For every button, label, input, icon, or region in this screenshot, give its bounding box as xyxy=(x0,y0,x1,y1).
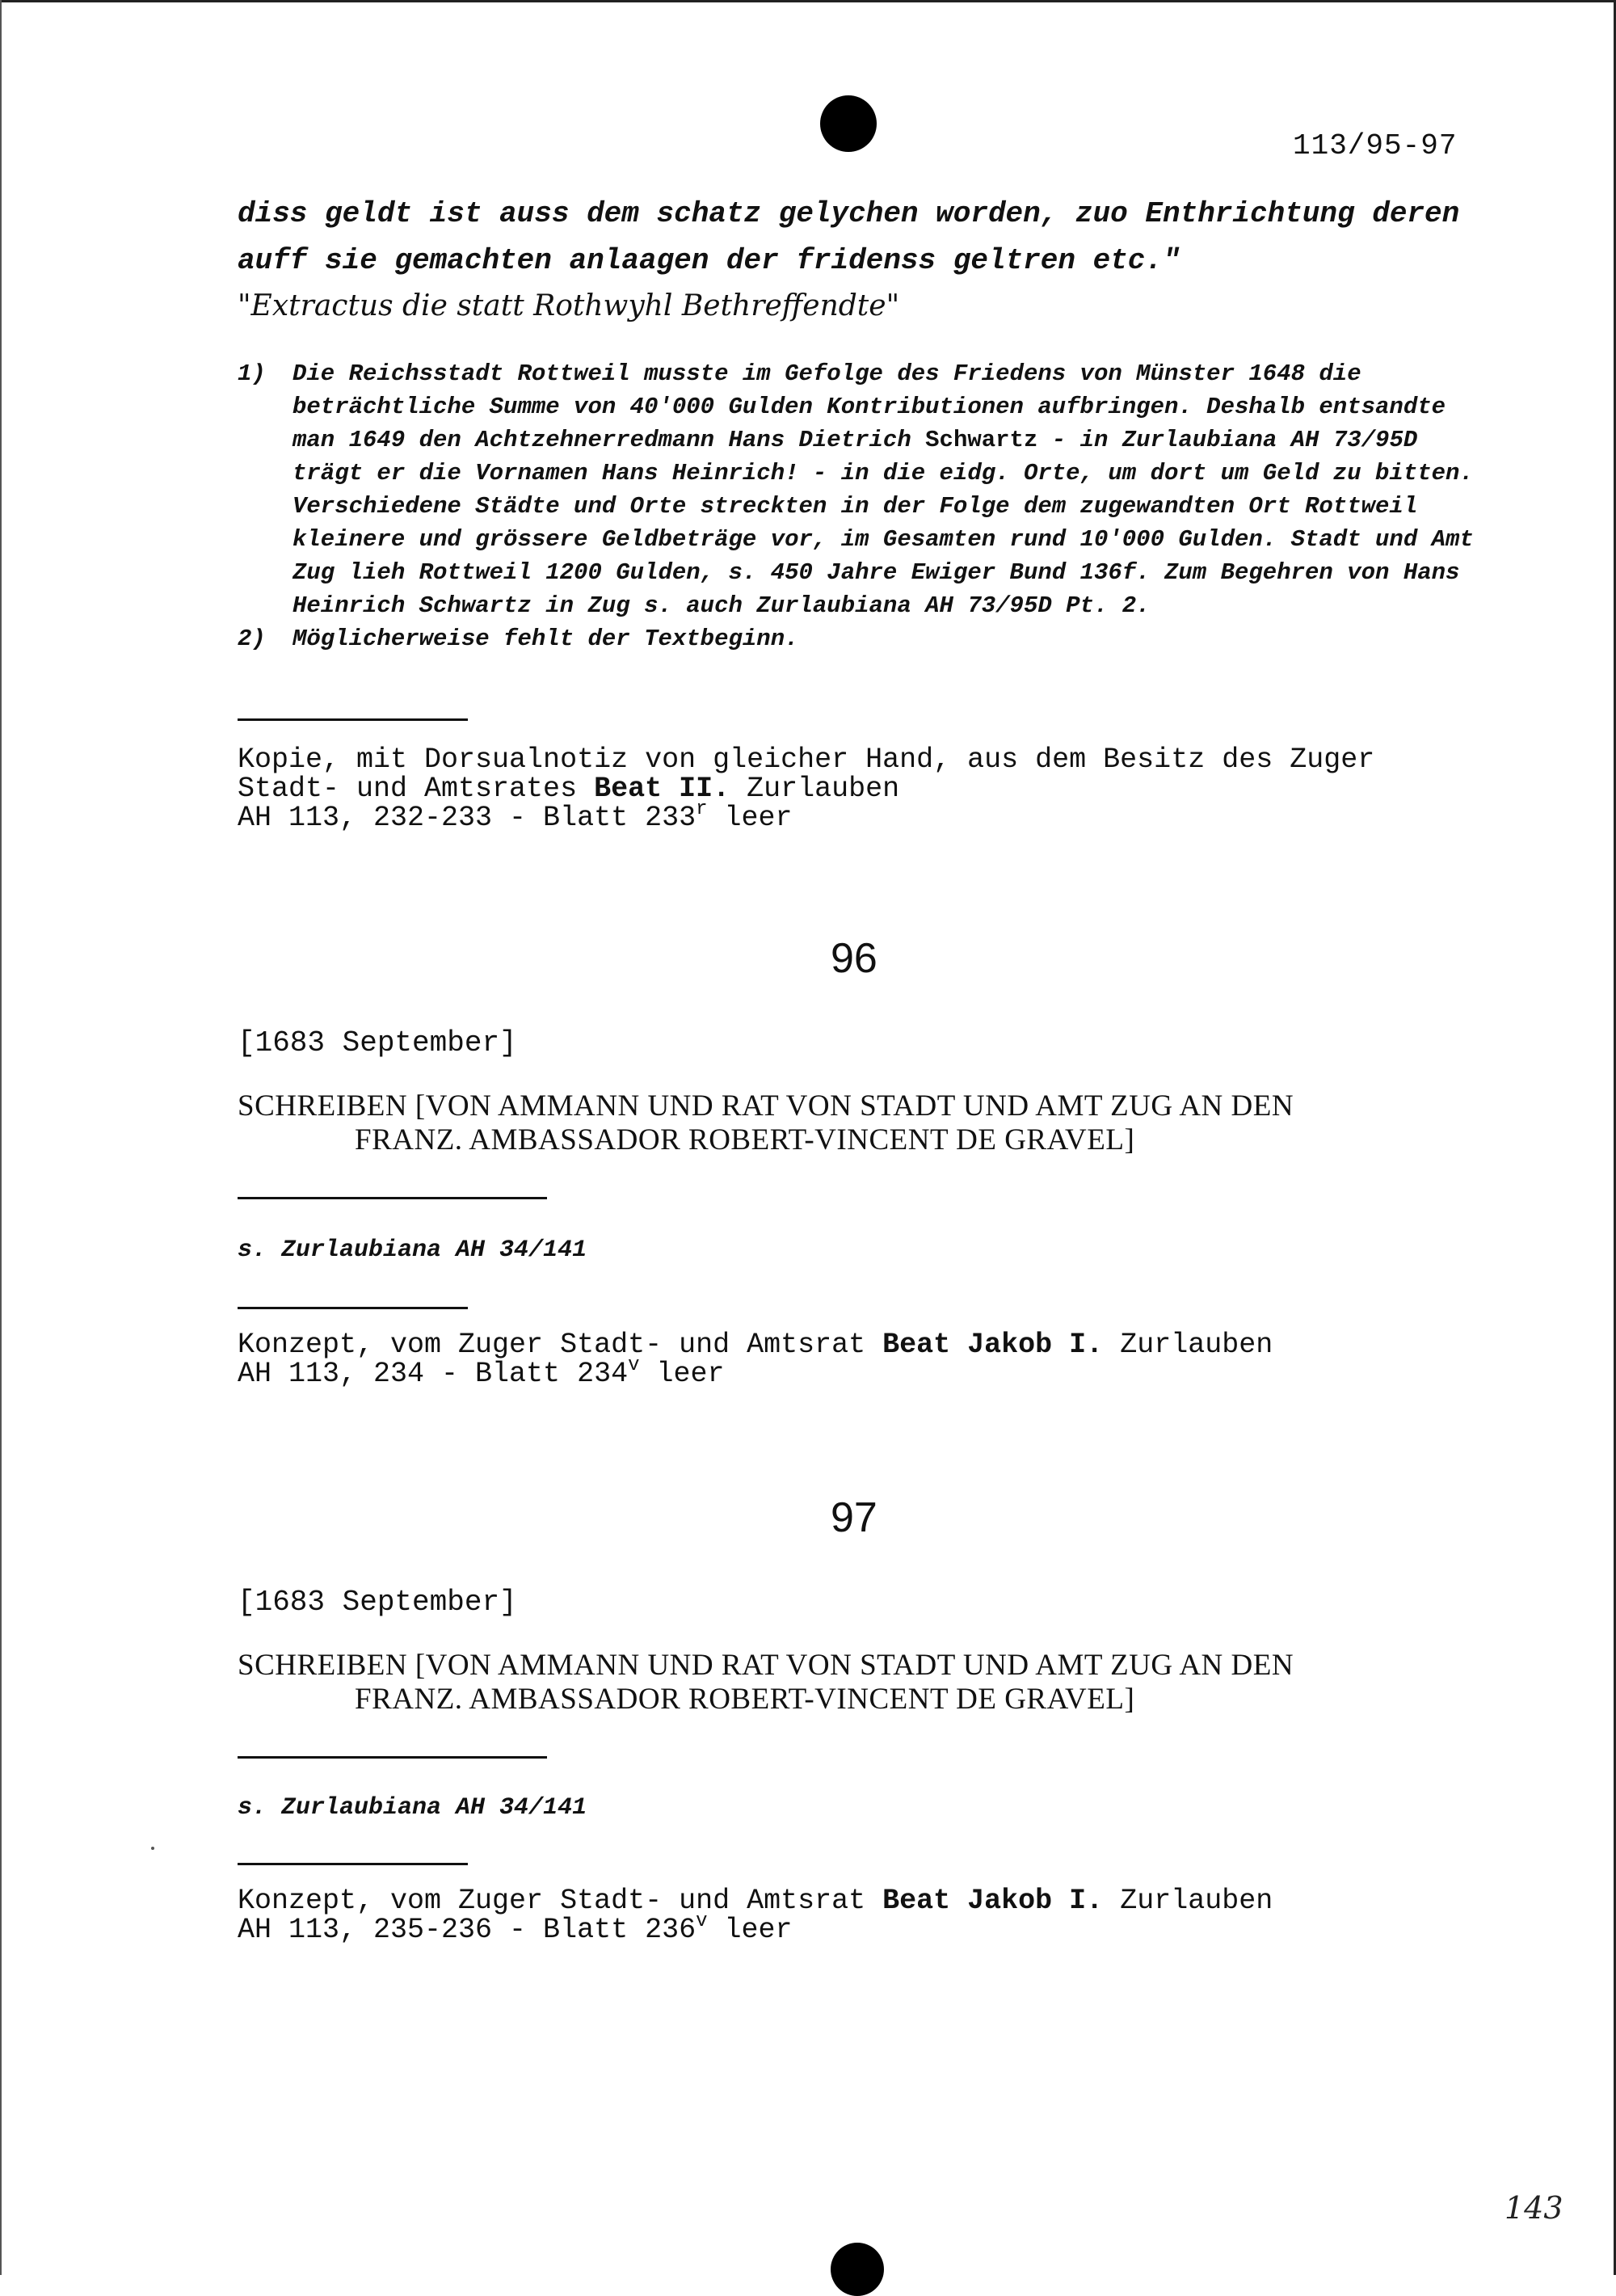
source-text: leer xyxy=(639,1358,725,1390)
source-text: Konzept, vom Zuger Stadt- und Amtsrat xyxy=(238,1329,883,1361)
footnote-number: 2) xyxy=(238,626,266,652)
source-text: leer xyxy=(707,1914,793,1946)
entry-title-line-2: FRANZ. AMBASSADOR ROBERT-VINCENT DE GRAVEL] xyxy=(355,1123,1135,1156)
entry-date: [1683 September] xyxy=(238,1026,517,1060)
divider-rule xyxy=(238,1307,468,1309)
scan-edge-top xyxy=(0,0,1616,2)
footnote-text-cont: - in Zurlaubiana AH 73/95D trägt er die Vornamen Hans Heinrich! - in die eidg. Orte, um dort um Geld zu bitten. Verschiedene Städte und Orte streckten in der Folge dem zugewandten Ort Rottweil kleinere und grössere Geldbeträge vor, im Gesamten rund 10'000 Gulden. Stadt und Amt Zug lieh Rottweil 1200 Gulden, s. 450 Jahre Ewiger Bund 136f. Zum Begehren von Hans Heinrich Schwartz in Zug s. auch Zurlaubiana AH 73/95D Pt. 2. xyxy=(292,427,1474,619)
quote-line-2: auff sie gemachten anlaagen der fridenss geltren etc." xyxy=(238,244,1180,277)
divider-rule xyxy=(238,1863,468,1865)
source-line-2 xyxy=(238,774,899,803)
source-bold-name: Beat Jakob I. xyxy=(882,1329,1104,1361)
source-text: Zurlauben xyxy=(730,773,900,805)
entry-title xyxy=(238,1649,1294,1717)
source-line-3 xyxy=(238,798,793,834)
cross-reference: s. Zurlaubiana AH 34/141 xyxy=(238,1794,587,1822)
footnote-1 xyxy=(238,357,1482,622)
source-line-2 xyxy=(238,1354,725,1390)
source-location: AH 113, 232-233 - Blatt 233 xyxy=(238,802,696,834)
source-bold-name: Beat II. xyxy=(594,773,730,805)
source-text: Zurlauben xyxy=(1103,1329,1273,1361)
entry-number: 97 xyxy=(831,1494,877,1541)
punch-hole-top xyxy=(820,95,877,152)
entry-title-line-1: SCHREIBEN [VON AMMANN UND RAT VON STADT UND AMT ZUG AN DEN xyxy=(238,1089,1294,1123)
entry-title-line-1: SCHREIBEN [VON AMMANN UND RAT VON STADT UND AMT ZUG AN DEN xyxy=(238,1649,1294,1682)
entry-date: [1683 September] xyxy=(238,1586,517,1619)
page-reference: 113/95-97 xyxy=(1293,129,1458,162)
source-line-1 xyxy=(238,1330,1273,1359)
handwritten-page-number: 143 xyxy=(1504,2190,1563,2226)
source-text: Konzept, vom Zuger Stadt- und Amtsrat xyxy=(238,1885,883,1917)
footnote-2 xyxy=(238,622,1482,655)
source-line-1: Kopie, mit Dorsualnotiz von gleicher Hand, aus dem Besitz des Zuger xyxy=(238,744,1375,776)
punch-hole-bottom xyxy=(831,2243,884,2296)
scan-speck xyxy=(151,1847,154,1850)
source-location: AH 113, 234 - Blatt 234 xyxy=(238,1358,629,1390)
source-text: Zurlauben xyxy=(1103,1885,1273,1917)
source-text: Stadt- und Amtsrates xyxy=(238,773,595,805)
source-line-2 xyxy=(238,1911,793,1946)
divider-rule xyxy=(238,1197,547,1199)
quote-line-3-script: "Extractus die statt Rothwyhl Bethreffendte" xyxy=(238,289,900,322)
footnotes xyxy=(238,357,1482,655)
footnote-text: Möglicherweise fehlt der Textbeginn. xyxy=(292,626,799,652)
source-line-1 xyxy=(238,1886,1273,1915)
footnote-text: Die Reichsstadt Rottweil musste im Gefolge des Friedens von Münster 1648 die beträchtliche Summe von 40'000 Gulden Kontributionen aufbringen. Deshalb entsandte man 1649 den Achtzehnerredmann Hans Dietrich xyxy=(292,360,1446,453)
cross-reference: s. Zurlaubiana AH 34/141 xyxy=(238,1236,587,1264)
entry-title-line-2: FRANZ. AMBASSADOR ROBERT-VINCENT DE GRAVEL] xyxy=(355,1683,1135,1716)
folio-superscript: v xyxy=(628,1354,640,1376)
folio-superscript: v xyxy=(696,1911,708,1932)
source-location: AH 113, 235-236 - Blatt 236 xyxy=(238,1914,696,1946)
folio-superscript: r xyxy=(696,798,708,820)
source-text: leer xyxy=(707,802,793,834)
footnote-bold-name: Schwartz xyxy=(925,427,1038,453)
source-bold-name: Beat Jakob I. xyxy=(882,1885,1104,1917)
divider-rule xyxy=(238,718,468,721)
scan-edge-left xyxy=(0,0,2,2275)
divider-rule xyxy=(238,1756,547,1759)
footnote-number: 1) xyxy=(238,360,266,387)
entry-number: 96 xyxy=(831,935,877,982)
entry-title xyxy=(238,1089,1294,1157)
quote-line-1: diss geldt ist auss dem schatz gelychen worden, zuo Enthrichtung deren xyxy=(238,197,1460,230)
